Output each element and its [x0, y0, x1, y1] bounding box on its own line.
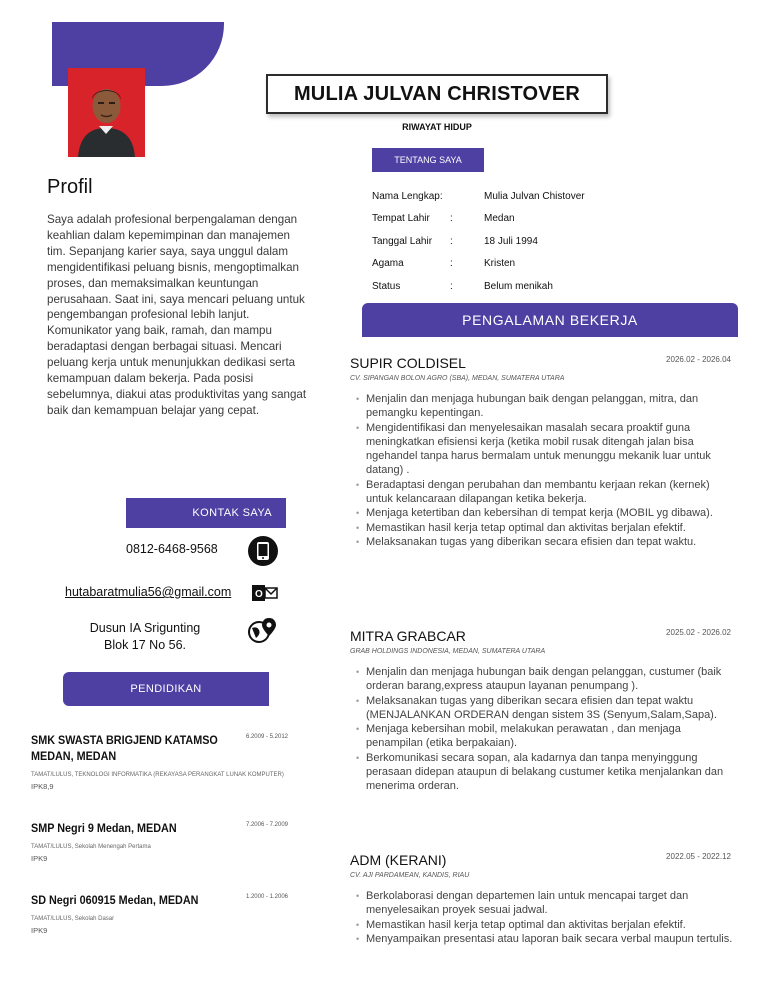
job-title: SUPIR COLDISEL — [350, 355, 466, 371]
contact-phone: 0812-6468-9568 — [126, 542, 218, 556]
info-value: Belum menikah — [484, 280, 553, 292]
job-date: 2025.02 - 2026.02 — [666, 628, 731, 637]
info-label: Tanggal Lahir — [372, 235, 433, 247]
profile-title: Profil — [47, 176, 93, 198]
education-major: TAMAT/LULUS, TEKNOLOGI INFORMATIKA (REKAYASA PERANGKAT LUNAK KOMPUTER) — [31, 772, 284, 778]
info-label: Nama Lengkap: — [372, 190, 443, 202]
education-section-header: PENDIDIKAN — [63, 672, 269, 706]
job-duty: • Berkomunikasi secara sopan, ala kadarnya dan tanpa menyinggung perasaan didepan ataupun di belakang custumer ketika menjalankan dan menerima orderan. — [356, 751, 735, 794]
education-major: TAMAT/LULUS, Sekolah Dasar — [31, 916, 115, 922]
info-value: Mulia Julvan Chistover — [484, 190, 585, 202]
info-label: Agama — [372, 258, 404, 270]
job-entry — [350, 355, 735, 549]
job-date: 2026.02 - 2026.04 — [666, 355, 731, 364]
profile-text: Saya adalah profesional berpengalaman dengan keahlian dalam kepemimpinan dan manajemen tim. Sepanjang karier saya, saya unggul dalam mengidentifikasi peluang bisnis, mengoptimalkan proses, dan memaksimalkan keuntungan perusahaan. Saat ini, saya mencari peluang untuk pengembangan profesional lebih lanjut. Komunikator yang baik, ramah, dan mampu beradaptasi dengan berbagai situasi. Mencari peluang kerja untuk menunjukkan dedikasi serta kemampuan dalam bekerja. Pada posisi sebelumnya, diakui atas produktivitas yang sangat baik dan kemampuan belajar yang cepat. — [47, 213, 307, 417]
education-school — [31, 732, 220, 764]
contact-address — [80, 620, 210, 654]
education-major: TAMAT/LULUS, Sekolah Menengah Pertama — [31, 844, 151, 850]
phone-icon — [248, 536, 278, 566]
education-item — [31, 892, 296, 935]
address-line-2: Blok 17 No 56. — [104, 638, 186, 652]
resume-subtitle: RIWAYAT HIDUP — [402, 122, 472, 132]
job-duty: • Melaksanakan tugas yang diberikan secara efisien dan tepat waktu (MENJALANKAN ORDERAN dengan sistem 3S (Senyum,Salam,Sapa). — [356, 694, 735, 723]
info-row — [372, 230, 644, 253]
job-duty: • Beradaptasi dengan perubahan dan membantu kerjaan rekan (kernek) untuk kelancaraan dilapangan ketika bekerja. — [356, 478, 735, 507]
education-date: 1.2000 - 1.2006 — [245, 894, 288, 900]
education-date: 6.2009 - 5.2012 — [245, 734, 288, 740]
info-colon: : — [450, 235, 453, 247]
info-colon: : — [450, 280, 453, 292]
job-duty: • Mengidentifikasi dan menyelesaikan masalah secara proaktif guna meningkatkan efisiensi kerja (ketika mobil rusak ditengah jalan bisa ngehandel tanpa harus bermalam untuk menunggu mekanik luar untuk datang) . — [356, 421, 735, 478]
education-ipk: IPK9 — [31, 854, 48, 863]
education-item — [31, 732, 296, 791]
profile-photo — [68, 68, 145, 157]
job-title: MITRA GRABCAR — [350, 628, 466, 644]
contact-email[interactable]: hutabaratmulia56@gmail.com — [65, 585, 232, 599]
job-title: ADM (KERANI) — [350, 852, 447, 868]
job-entry — [350, 628, 735, 794]
job-duty: • Menjaga kebersihan mobil, melakukan perawatan , dan menjaga penampilan (etika berpakaian). — [356, 722, 735, 751]
job-duty: • Menyampaikan presentasi atau laporan baik secara verbal maupun tertulis. — [356, 932, 735, 946]
info-value: Medan — [484, 213, 515, 225]
job-company: CV. SIPANGAN BOLON AGRO (SBA), MEDAN, SUMATERA UTARA — [350, 375, 565, 382]
job-company: GRAB HOLDINGS INDONESIA, MEDAN, SUMATERA UTARA — [350, 648, 546, 655]
education-school-line-1: SMK SWASTA BRIGJEND KATAMSO — [31, 733, 218, 747]
info-row — [372, 185, 644, 208]
job-company: CV. AJI PARDAMEAN, KANDIS, RIAU — [350, 872, 470, 879]
job-duty: • Memastikan hasil kerja tetap optimal dan aktivitas berjalan efektif. — [356, 521, 735, 535]
job-duty: • Memastikan hasil kerja tetap optimal dan aktivitas berjalan efektif. — [356, 918, 735, 932]
job-duties-list — [350, 392, 735, 549]
info-value: 18 Juli 1994 — [484, 235, 538, 247]
info-row — [372, 208, 644, 231]
contact-section-header: KONTAK SAYA — [126, 498, 286, 528]
education-school-line-2: MEDAN, MEDAN — [31, 749, 117, 763]
job-duties-list — [350, 665, 735, 794]
education-school: SMP Negri 9 Medan, MEDAN — [31, 821, 177, 835]
address-line-1: Dusun IA Srigunting — [89, 621, 201, 635]
info-colon: : — [450, 213, 453, 225]
job-duty: • Melaksanakan tugas yang diberikan secara efisien dan tepat waktu. — [356, 535, 735, 549]
education-ipk: IPK8,9 — [31, 782, 54, 791]
experience-section-header: PENGALAMAN BEKERJA — [362, 303, 738, 337]
education-school: SD Negri 060915 Medan, MEDAN — [31, 893, 199, 907]
info-label: Status — [372, 280, 401, 292]
person-avatar-icon — [68, 68, 145, 157]
info-label: Tempat Lahir — [372, 213, 430, 225]
info-value: Kristen — [484, 258, 516, 270]
info-row — [372, 253, 644, 276]
job-duty: • Menjalin dan menjaga hubungan baik dengan pelanggan, mitra, dan pemangku kepentingan. — [356, 392, 735, 421]
education-date: 7.2006 - 7.2009 — [245, 822, 288, 828]
job-entry — [350, 852, 735, 946]
info-row — [372, 275, 644, 298]
education-ipk: IPK9 — [31, 926, 48, 935]
info-colon: : — [450, 258, 453, 270]
personal-info-table — [372, 185, 644, 298]
about-section-header: TENTANG SAYA — [372, 148, 484, 172]
resume-name: MULIA JULVAN CHRISTOVER — [266, 74, 608, 114]
job-duties-list — [350, 889, 735, 946]
svg-text:O: O — [255, 589, 263, 600]
email-icon — [252, 582, 278, 604]
education-item — [31, 820, 296, 863]
location-globe-icon — [248, 616, 278, 644]
job-duty: • Menjalin dan menjaga hubungan baik dengan pelanggan, custumer (baik orderan barang,express ataupun layanan penumpang ). — [356, 665, 735, 694]
job-duty: • Menjaga ketertiban dan kebersihan di tempat kerja (MOBIL yg dibawa). — [356, 506, 735, 520]
job-date: 2022.05 - 2022.12 — [666, 852, 731, 861]
job-duty: • Berkolaborasi dengan departemen lain untuk mencapai target dan menyelesaikan proyek sesuai jadwal. — [356, 889, 735, 918]
